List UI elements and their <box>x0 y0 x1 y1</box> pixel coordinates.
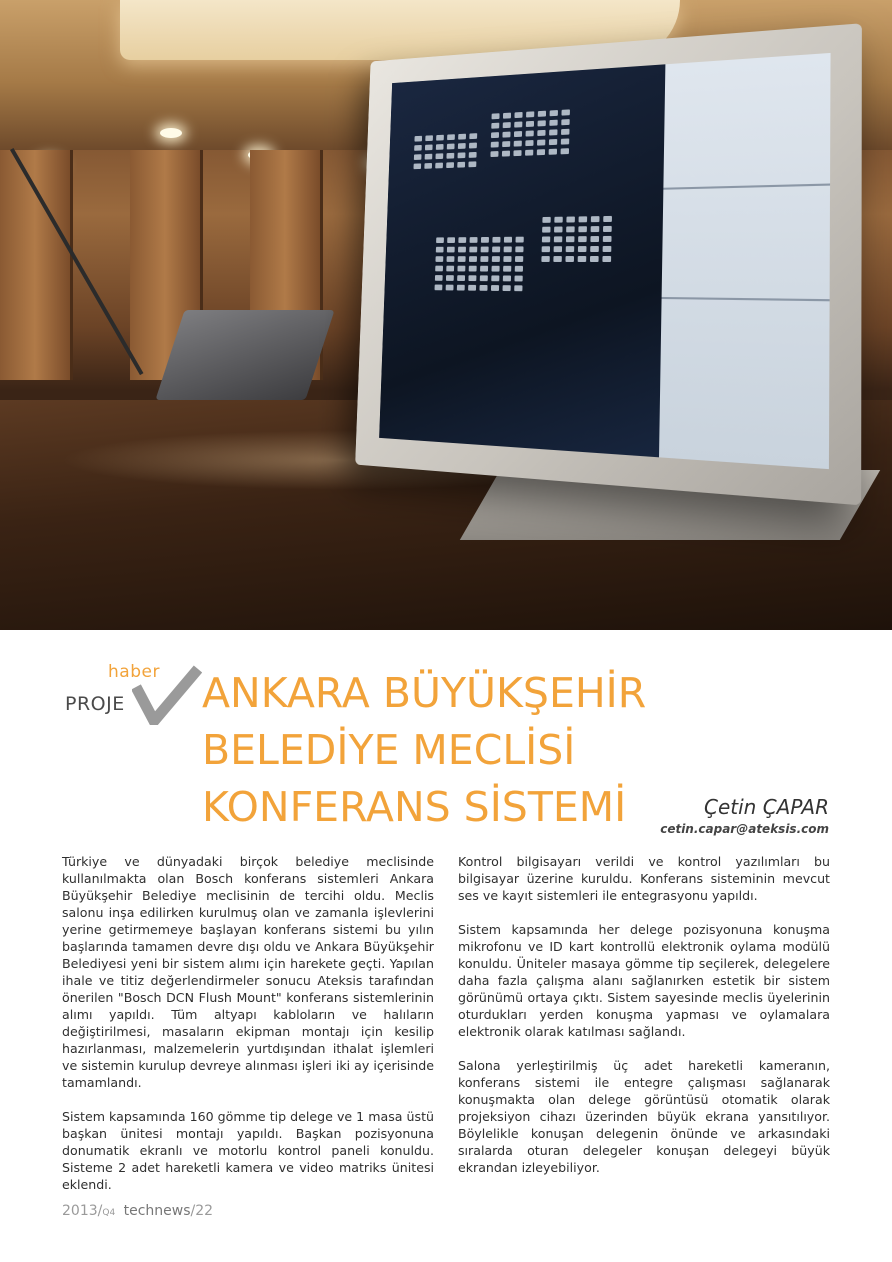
seat-tile <box>513 150 521 156</box>
seat-tile <box>549 129 557 135</box>
seat-tile <box>435 266 443 272</box>
seat-tile <box>436 135 444 141</box>
seat-tile <box>436 144 444 150</box>
seat-tile <box>578 246 587 252</box>
seat-tile <box>425 135 433 141</box>
article-title-line: BELEDİYE MECLİSİ <box>202 726 576 774</box>
seat-tile <box>566 217 575 223</box>
seat-tile <box>414 136 422 142</box>
seat-tile <box>590 246 599 252</box>
seat-tile <box>480 256 488 262</box>
seat-tile <box>491 275 499 281</box>
seat-tile <box>578 226 587 232</box>
seat-tile <box>514 121 522 127</box>
author-email: cetin.capar@ateksis.com <box>660 822 829 836</box>
author-name: Çetin ÇAPAR <box>704 795 829 819</box>
seat-tile <box>502 132 510 138</box>
seat-tile <box>468 285 476 291</box>
seat-tile <box>436 247 444 253</box>
article-title-line: ANKARA BÜYÜKŞEHİR <box>202 669 647 717</box>
seat-tile <box>491 123 499 129</box>
seat-tile <box>457 162 465 168</box>
seat-tile <box>603 236 612 242</box>
seat-tile <box>468 161 476 167</box>
seat-tile <box>526 121 534 127</box>
seat-tile <box>468 275 476 281</box>
seat-tile <box>458 237 466 243</box>
seat-map-block <box>490 109 570 157</box>
seat-tile <box>503 256 511 262</box>
seat-map-block <box>541 216 612 262</box>
seat-tile <box>469 133 477 139</box>
seat-tile <box>578 236 587 242</box>
seat-tile <box>590 256 599 262</box>
seat-tile <box>514 112 522 118</box>
seat-tile <box>425 154 433 160</box>
body-paragraph: Türkiye ve dünyadaki birçok belediye meclisinde kullanılmakta olan Bosch konferans sistemleri Ankara Büyükşehir Belediye meclisinin de tercihi oldu. Meclis salonu inşa edilirken kurulmuş olan ve zamanla işlevlerini yerine getirmemeye başlayan konferans sistemi bu yılın başlarında tamamen devre dışı oldu ve Ankara Büyükşehir Belediyesi yeni bir sistem alımı için harekete geçti. Yapılan ihale ve titiz değerlendirmeler sonucu Ateksis tarafından önerilen "Bosch DCN Flush Mount" konferans sistemlerinin alımı yapıldı. Tüm altyapı kabloların ve halıların değiştirilmesi, masaların ekipman montajı için kesilip hazırlanması, malzemelerin yurtdışından ithalat işlemleri ve sistemin kurulup devreye alınması işleri iki ay içerisinde tamamlandı. <box>62 854 434 1090</box>
seat-tile <box>435 275 443 281</box>
body-paragraph: Sistem kapsamında 160 gömme tip delege ve 1 masa üstü başkan ünitesi montajı yapıldı. Başkan pozisyonuna donumatik ekranlı ve motorlu kontrol paneli konuldu. Sisteme 2 adet hareketli kamera ve video matriks ünitesi eklendi. <box>62 1109 434 1192</box>
body-column-left <box>62 853 434 1210</box>
footer-year: 2013/ <box>62 1203 103 1219</box>
seat-tile <box>481 237 489 243</box>
seat-tile <box>553 256 562 262</box>
seat-tile <box>458 256 466 262</box>
body-column-right <box>458 853 830 1193</box>
article-title <box>202 665 762 836</box>
seat-tile <box>470 237 478 243</box>
seat-tile <box>514 141 522 147</box>
seat-tile <box>458 247 466 253</box>
seat-tile <box>504 237 512 243</box>
seat-tile <box>458 152 466 158</box>
seat-tile <box>490 151 498 157</box>
seat-tile <box>435 163 443 169</box>
seat-tile <box>591 226 600 232</box>
seat-tile <box>538 120 546 126</box>
seat-tile <box>542 246 550 252</box>
body-paragraph: Sistem kapsamında her delege pozisyonuna konuşma mikrofonu ve ID kart kontrollü elektronik oylama modülü konuldu. Üniteler masaya gömme tip seçilerek, delegelere daha fazla çalışma alanı sağlanırken estetik bir sistem görünümü ortaya çıktı. Sistem sayesinde meclis üyelerinin oturdukları yerden konuşma yapması ve oylamalara elektronik olarak katılması sağlandı. <box>458 922 830 1039</box>
seat-tile <box>514 131 522 137</box>
seat-tile <box>492 113 500 119</box>
seat-tile <box>542 217 550 223</box>
seat-tile <box>503 122 511 128</box>
seat-tile <box>503 285 511 291</box>
seat-tile <box>566 236 575 242</box>
seat-tile <box>515 256 523 262</box>
seat-tile <box>469 256 477 262</box>
seat-tile <box>502 141 510 147</box>
seat-tile <box>469 266 477 272</box>
seat-tile <box>469 247 477 253</box>
seat-tile <box>542 236 550 242</box>
seat-tile <box>566 246 575 252</box>
seat-tile <box>537 130 545 136</box>
seat-tile <box>435 285 443 291</box>
seat-tile <box>457 275 465 281</box>
seat-tile <box>492 247 500 253</box>
seat-tile <box>491 285 499 291</box>
seat-tile <box>446 266 454 272</box>
section-kicker-haber: haber <box>108 662 160 682</box>
seat-tile <box>561 109 569 115</box>
seat-tile <box>503 113 511 119</box>
seat-tile <box>481 247 489 253</box>
seat-tile <box>537 140 545 146</box>
seat-tile <box>436 237 444 243</box>
seat-tile <box>578 256 587 262</box>
seat-tile <box>503 266 511 272</box>
seat-tile <box>525 150 533 156</box>
seat-tile <box>480 275 488 281</box>
section-kicker-proje: PROJE <box>65 693 125 715</box>
seat-tile <box>414 163 422 169</box>
seat-tile <box>491 132 499 138</box>
seat-tile <box>480 266 488 272</box>
seat-tile <box>602 256 611 262</box>
seat-tile <box>492 256 500 262</box>
page-footer <box>62 1203 213 1219</box>
seat-tile <box>554 217 562 223</box>
ceiling-light <box>160 128 182 138</box>
seat-tile <box>447 134 455 140</box>
seat-tile <box>542 227 550 233</box>
seat-tile <box>446 285 454 291</box>
seat-tile <box>425 144 433 150</box>
seat-tile <box>537 149 545 155</box>
footer-quarter: Q4 <box>102 1208 116 1218</box>
seat-tile <box>469 143 477 149</box>
seat-tile <box>549 139 557 145</box>
seat-tile <box>458 134 466 140</box>
seat-map-block <box>435 237 524 292</box>
seat-tile <box>514 276 522 282</box>
seat-tile <box>561 119 569 125</box>
seat-tile <box>561 148 569 154</box>
seat-tile <box>554 236 562 242</box>
seat-tile <box>591 216 600 222</box>
seat-tile <box>590 236 599 242</box>
seat-tile <box>525 140 533 146</box>
seat-tile <box>603 216 612 222</box>
seat-tile <box>561 138 569 144</box>
seat-tile <box>554 227 562 233</box>
seat-tile <box>550 110 558 116</box>
seat-tile <box>447 256 455 262</box>
seat-tile <box>492 237 500 243</box>
seat-tile <box>447 144 455 150</box>
seat-tile <box>436 153 444 159</box>
seat-tile <box>447 247 455 253</box>
seat-tile <box>579 216 588 222</box>
seat-tile <box>469 152 477 158</box>
seat-tile <box>503 275 511 281</box>
wall-panel <box>0 150 73 380</box>
seat-tile <box>566 226 575 232</box>
seat-tile <box>457 266 465 272</box>
checkmark-icon <box>132 665 202 725</box>
seat-tile <box>502 151 510 157</box>
seat-tile <box>479 285 487 291</box>
seat-tile <box>603 246 612 252</box>
seat-tile <box>565 256 574 262</box>
hero-photo <box>0 0 892 630</box>
touchscreen-monitor <box>355 23 862 505</box>
seat-tile <box>492 266 500 272</box>
delegate-unit <box>155 310 334 400</box>
seat-tile <box>538 111 546 117</box>
footer-page-number: /22 <box>190 1203 214 1219</box>
seat-tile <box>414 145 422 151</box>
seat-tile <box>435 256 443 262</box>
seat-tile <box>515 266 523 272</box>
seat-tile <box>491 142 499 148</box>
seat-tile <box>414 154 422 160</box>
seat-tile <box>504 246 512 252</box>
seat-tile <box>446 153 454 159</box>
body-paragraph: Kontrol bilgisayarı verildi ve kontrol yazılımları bu bilgisayar üzerine kuruldu. Konferans sisteminin mevcut ses ve kayıt sistemleri ile entegrasyonu yapıldı. <box>458 854 830 903</box>
seat-tile <box>457 285 465 291</box>
seat-tile <box>603 226 612 232</box>
seat-tile <box>554 246 562 252</box>
seat-tile <box>516 237 524 243</box>
control-side-panel <box>659 53 830 469</box>
seat-tile <box>526 130 534 136</box>
seat-tile <box>549 149 557 155</box>
article-title-line: KONFERANS SİSTEMİ <box>202 783 627 831</box>
seat-tile <box>447 237 455 243</box>
seat-tile <box>526 111 534 117</box>
seat-tile <box>549 120 557 126</box>
seat-tile <box>446 162 454 168</box>
seat-tile <box>561 129 569 135</box>
seat-tile <box>446 275 454 281</box>
seat-tile <box>424 163 432 169</box>
seat-map-block <box>414 133 478 169</box>
seat-tile <box>515 246 523 252</box>
seat-tile <box>541 256 549 262</box>
footer-magazine: technews <box>123 1203 191 1219</box>
body-paragraph: Salona yerleştirilmiş üç adet hareketli kameranın, konferans sistemi ile entegre çalışması sağlanarak konuşmakta olan delege görüntüsü otomatik olarak projeksiyon cihazı üzerinden büyük ekrana yansıtılıyor. Böylelikle konuşan delegenin önünde ve arkasındaki sıralarda oturan delegeler konuşan delegeyi büyük ekrandan izleyebiliyor. <box>458 1058 830 1175</box>
seat-tile <box>514 285 522 291</box>
seat-tile <box>458 143 466 149</box>
monitor-screen <box>379 53 830 469</box>
